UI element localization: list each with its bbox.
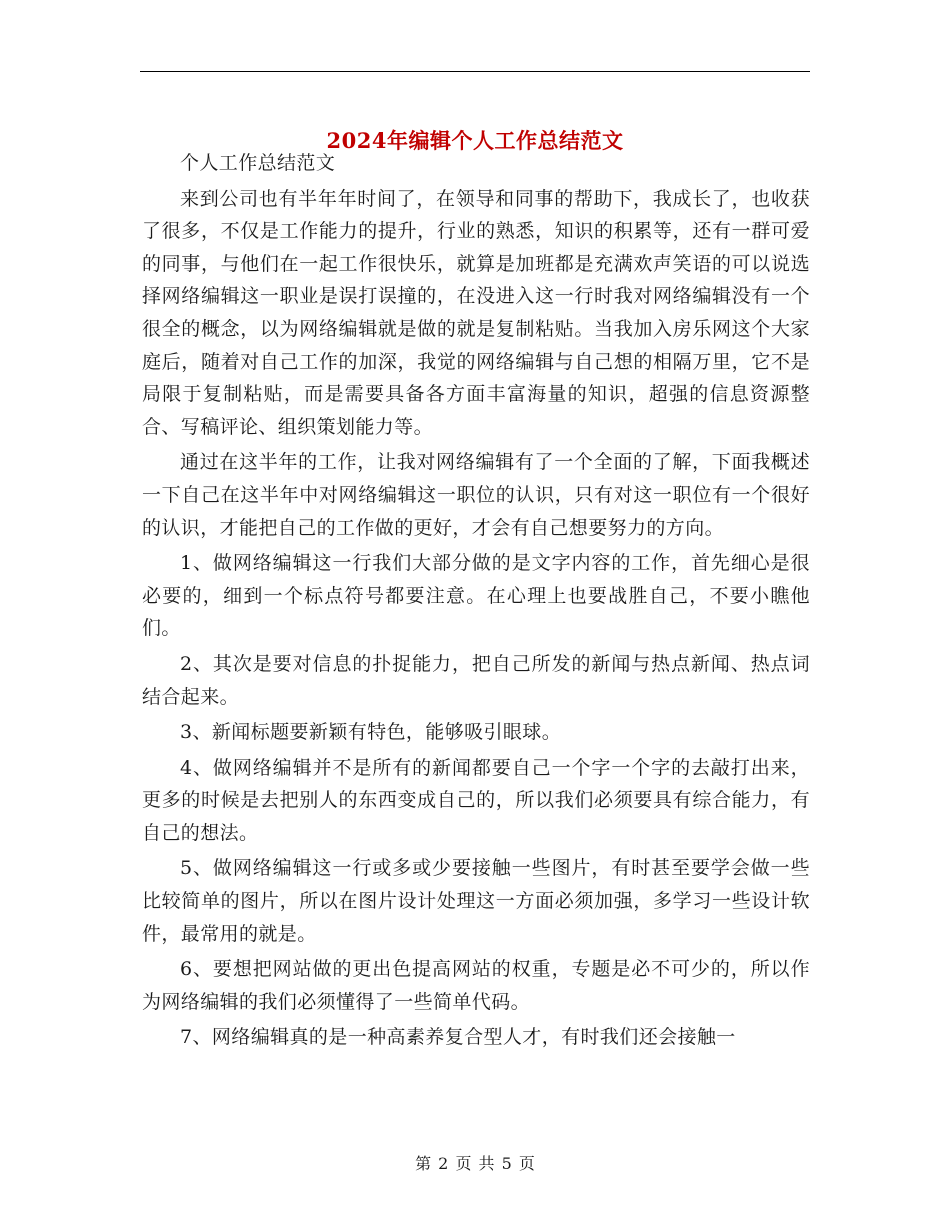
document-body — [142, 147, 810, 1057]
page-number-footer: 第 2 页 共 5 页 — [415, 1154, 535, 1173]
document-title: 2024年编辑个人工作总结范文 — [326, 128, 624, 154]
list-item-7: 7、网络编辑真的是一种高素养复合型人才，有时我们还会接触一 — [180, 1026, 736, 1049]
list-item-2: 2、其次是要对信息的扑捉能力，把自己所发的新闻与热点新闻、热点词结合起来。 — [142, 652, 810, 708]
list-item-1: 1、做网络编辑这一行我们大部分做的是文字内容的工作，首先细心是很必要的，细到一个标点符号都要注意。在心理上也要战胜自己，不要小瞧他们。 — [142, 552, 810, 640]
list-item-5: 5、做网络编辑这一行或多或少要接触一些图片，有时甚至要学会做一些比较简单的图片，所以在图片设计处理这一方面必须加强，多学习一些设计软件，最常用的就是。 — [142, 857, 810, 945]
paragraph-overview: 通过在这半年的工作，让我对网络编辑有了一个全面的了解，下面我概述一下自己在这半年中对网络编辑这一职位的认识，只有对这一职位有一个很好的认识，才能把自己的工作做的更好，才会有自己想要努力的方向。 — [142, 451, 810, 539]
header-rule — [140, 71, 810, 72]
paragraph-subtitle: 个人工作总结范文 — [180, 152, 336, 174]
list-item-4: 4、做网络编辑并不是所有的新闻都要自己一个字一个字的去敲打出来，更多的时候是去把别人的东西变成自己的，所以我们必须要具有综合能力，有自己的想法。 — [142, 756, 810, 844]
list-item-3: 3、新闻标题要新颖有特色，能够吸引眼球。 — [180, 721, 562, 744]
list-item-6: 6、要想把网站做的更出色提高网站的权重，专题是必不可少的，所以作为网络编辑的我们必须懂得了一些简单代码。 — [142, 958, 810, 1013]
paragraph-intro: 来到公司也有半年年时间了，在领导和同事的帮助下，我成长了，也收获了很多，不仅是工作能力的提升，行业的熟悉，知识的积累等，还有一群可爱的同事，与他们在一起工作很快乐，就算是加班都是充满欢声笑语的可以说选择网络编辑这一职业是误打误撞的，在没进入这一行时我对网络编辑没有一个很全的概念，以为网络编辑就是做的就是复制粘贴。当我加入房乐网这个大家庭后，随着对自己工作的加深，我觉的网络编辑与自己想的相隔万里，它不是局限于复制粘贴，而是需要具备各方面丰富海量的知识，超强的信息资源整合、写稿评论、组织策划能力等。 — [142, 187, 810, 438]
